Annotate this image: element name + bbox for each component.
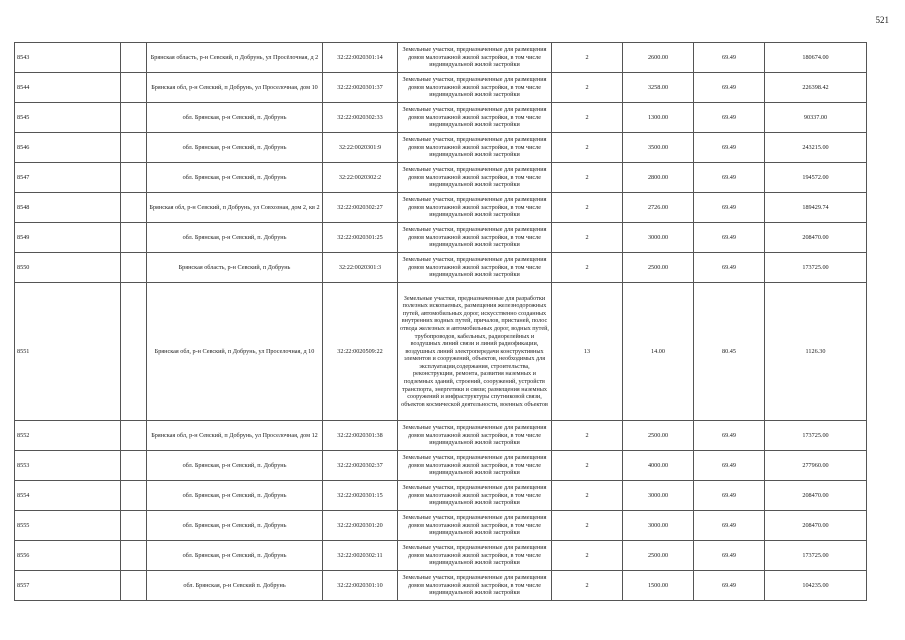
address-cell: обл. Брянская, р-н Севский, п. Добрунь	[147, 511, 323, 541]
address-cell: обл. Брянская, р-н Севский, п. Добрунь	[147, 223, 323, 253]
spacer-cell	[121, 163, 147, 193]
table-body	[15, 43, 867, 601]
rate-cell: 69.49	[694, 451, 765, 481]
cadastral-number-cell: 32:22:0020301:10	[323, 571, 398, 601]
address-cell: Брянская обл, р-н Севский, п Добрунь, ул Проселочная, дом 10	[147, 73, 323, 103]
address-cell: Брянская обл, р-н Севский, п Добрунь, ул Проселочная, д 10	[147, 283, 323, 421]
rate-cell: 69.49	[694, 421, 765, 451]
cadastral-value-cell: 173725.00	[765, 253, 867, 283]
address-cell: обл. Брянская, р-н Севский, п. Добрунь	[147, 541, 323, 571]
land-use-cell: Земельные участки, предназначенные для размещения домов малоэтажной жилой застройки, в том числе индивидуальной жилой застройки	[398, 133, 552, 163]
table-row	[15, 43, 867, 73]
table-row	[15, 541, 867, 571]
cadastral-number-cell: 32:22:0020301:38	[323, 421, 398, 451]
address-cell: Брянская обл, р-н Севский, п Добрунь, ул Совхозная, дом 2, кв 2	[147, 193, 323, 223]
table-row	[15, 253, 867, 283]
cadastral-value-cell: 277960.00	[765, 451, 867, 481]
land-registry-table	[14, 42, 867, 601]
table-row	[15, 193, 867, 223]
cadastral-number-cell: 32:22:0020301:14	[323, 43, 398, 73]
cadastral-value-cell: 243215.00	[765, 133, 867, 163]
land-use-cell: Земельные участки, предназначенные для размещения домов малоэтажной жилой застройки, в том числе индивидуальной жилой застройки	[398, 481, 552, 511]
cadastral-value-cell: 208470.00	[765, 511, 867, 541]
address-cell: обл. Брянская, р-н Севский, п. Добрунь	[147, 451, 323, 481]
cadastral-number-cell: 32:22:0020302:11	[323, 541, 398, 571]
row-number-cell: 8550	[15, 253, 121, 283]
table-row	[15, 223, 867, 253]
spacer-cell	[121, 223, 147, 253]
area-cell: 1300.00	[623, 103, 694, 133]
rate-cell: 69.49	[694, 73, 765, 103]
land-use-cell: Земельные участки, предназначенные для размещения домов малоэтажной жилой застройки, в том числе индивидуальной жилой застройки	[398, 511, 552, 541]
address-cell: обл. Брянская, р-н Севский, п. Добрунь	[147, 481, 323, 511]
cadastral-number-cell: 32:22:0020301:37	[323, 73, 398, 103]
table-row	[15, 283, 867, 421]
table-row	[15, 511, 867, 541]
spacer-cell	[121, 43, 147, 73]
land-use-cell: Земельные участки, предназначенные для размещения домов малоэтажной жилой застройки, в том числе индивидуальной жилой застройки	[398, 223, 552, 253]
cadastral-number-cell: 32:22:0020301:9	[323, 133, 398, 163]
row-number-cell: 8549	[15, 223, 121, 253]
category-cell: 2	[552, 571, 623, 601]
land-use-cell: Земельные участки, предназначенные для размещения домов малоэтажной жилой застройки, в том числе индивидуальной жилой застройки	[398, 193, 552, 223]
spacer-cell	[121, 451, 147, 481]
category-cell: 13	[552, 283, 623, 421]
area-cell: 1500.00	[623, 571, 694, 601]
row-number-cell: 8548	[15, 193, 121, 223]
area-cell: 2600.00	[623, 43, 694, 73]
spacer-cell	[121, 103, 147, 133]
category-cell: 2	[552, 103, 623, 133]
land-use-cell: Земельные участки, предназначенные для размещения домов малоэтажной жилой застройки, в том числе индивидуальной жилой застройки	[398, 163, 552, 193]
land-use-cell: Земельные участки, предназначенные для размещения домов малоэтажной жилой застройки, в том числе индивидуальной жилой застройки	[398, 253, 552, 283]
rate-cell: 69.49	[694, 223, 765, 253]
cadastral-value-cell: 189429.74	[765, 193, 867, 223]
rate-cell: 69.49	[694, 481, 765, 511]
category-cell: 2	[552, 451, 623, 481]
land-use-cell: Земельные участки, предназначенные для размещения домов малоэтажной жилой застройки, в том числе индивидуальной жилой застройки	[398, 43, 552, 73]
area-cell: 14.00	[623, 283, 694, 421]
cadastral-value-cell: 208470.00	[765, 223, 867, 253]
area-cell: 2800.00	[623, 163, 694, 193]
category-cell: 2	[552, 193, 623, 223]
address-cell: Брянская область, р-н Севский, п Добрунь	[147, 253, 323, 283]
cadastral-number-cell: 32:22:0020302:27	[323, 193, 398, 223]
land-use-cell: Земельные участки, предназначенные для размещения домов малоэтажной жилой застройки, в том числе индивидуальной жилой застройки	[398, 103, 552, 133]
spacer-cell	[121, 73, 147, 103]
rate-cell: 69.49	[694, 163, 765, 193]
land-use-cell: Земельные участки, предназначенные для размещения домов малоэтажной жилой застройки, в том числе индивидуальной жилой застройки	[398, 421, 552, 451]
spacer-cell	[121, 511, 147, 541]
row-number-cell: 8545	[15, 103, 121, 133]
table-row	[15, 103, 867, 133]
rate-cell: 69.49	[694, 133, 765, 163]
table-row	[15, 421, 867, 451]
table-row	[15, 571, 867, 601]
page-number: 521	[875, 15, 889, 25]
address-cell: Брянская обл, р-н Севский, п Добрунь, ул Проселочная, дом 12	[147, 421, 323, 451]
area-cell: 2726.00	[623, 193, 694, 223]
row-number-cell: 8544	[15, 73, 121, 103]
rate-cell: 69.49	[694, 43, 765, 73]
rate-cell: 69.49	[694, 103, 765, 133]
cadastral-value-cell: 90337.00	[765, 103, 867, 133]
cadastral-number-cell: 32:22:0020301:20	[323, 511, 398, 541]
row-number-cell: 8555	[15, 511, 121, 541]
area-cell: 2500.00	[623, 541, 694, 571]
spacer-cell	[121, 193, 147, 223]
rate-cell: 69.49	[694, 253, 765, 283]
category-cell: 2	[552, 163, 623, 193]
address-cell: обл. Брянская, р-н Севский, п. Добрунь	[147, 133, 323, 163]
cadastral-number-cell: 32:22:0020509:22	[323, 283, 398, 421]
land-use-cell: Земельные участки, предназначенные для размещения домов малоэтажной жилой застройки, в том числе индивидуальной жилой застройки	[398, 571, 552, 601]
row-number-cell: 8556	[15, 541, 121, 571]
land-use-cell: Земельные участки, предназначенные для размещения домов малоэтажной жилой застройки, в том числе индивидуальной жилой застройки	[398, 73, 552, 103]
row-number-cell: 8554	[15, 481, 121, 511]
spacer-cell	[121, 421, 147, 451]
table-row	[15, 133, 867, 163]
rate-cell: 69.49	[694, 571, 765, 601]
rate-cell: 80.45	[694, 283, 765, 421]
spacer-cell	[121, 283, 147, 421]
rate-cell: 69.49	[694, 541, 765, 571]
spacer-cell	[121, 253, 147, 283]
row-number-cell: 8552	[15, 421, 121, 451]
category-cell: 2	[552, 43, 623, 73]
spacer-cell	[121, 133, 147, 163]
rate-cell: 69.49	[694, 511, 765, 541]
category-cell: 2	[552, 73, 623, 103]
land-use-cell: Земельные участки, предназначенные для размещения домов малоэтажной жилой застройки, в том числе индивидуальной жилой застройки	[398, 451, 552, 481]
address-cell: обл. Брянская, р-н Севский п. Добрунь	[147, 571, 323, 601]
cadastral-number-cell: 32:22:0020302:2	[323, 163, 398, 193]
table-row	[15, 163, 867, 193]
cadastral-number-cell: 32:22:0020301:15	[323, 481, 398, 511]
spacer-cell	[121, 541, 147, 571]
cadastral-value-cell: 208470.00	[765, 481, 867, 511]
category-cell: 2	[552, 511, 623, 541]
category-cell: 2	[552, 253, 623, 283]
row-number-cell: 8547	[15, 163, 121, 193]
area-cell: 3000.00	[623, 223, 694, 253]
address-cell: обл. Брянская, р-н Севский, п. Добрунь	[147, 163, 323, 193]
category-cell: 2	[552, 133, 623, 163]
land-use-cell: Земельные участки, предназначенные для размещения домов малоэтажной жилой застройки, в том числе индивидуальной жилой застройки	[398, 541, 552, 571]
table-row	[15, 451, 867, 481]
cadastral-value-cell: 104235.00	[765, 571, 867, 601]
area-cell: 3500.00	[623, 133, 694, 163]
area-cell: 2500.00	[623, 253, 694, 283]
cadastral-number-cell: 32:22:0020301:25	[323, 223, 398, 253]
row-number-cell: 8557	[15, 571, 121, 601]
category-cell: 2	[552, 541, 623, 571]
area-cell: 3000.00	[623, 511, 694, 541]
spacer-cell	[121, 481, 147, 511]
area-cell: 4000.00	[623, 451, 694, 481]
area-cell: 3258.00	[623, 73, 694, 103]
address-cell: обл. Брянская, р-н Севский, п. Добрунь	[147, 103, 323, 133]
cadastral-value-cell: 1126.30	[765, 283, 867, 421]
category-cell: 2	[552, 481, 623, 511]
category-cell: 2	[552, 421, 623, 451]
row-number-cell: 8553	[15, 451, 121, 481]
table-row	[15, 481, 867, 511]
cadastral-value-cell: 194572.00	[765, 163, 867, 193]
cadastral-value-cell: 180674.00	[765, 43, 867, 73]
category-cell: 2	[552, 223, 623, 253]
cadastral-number-cell: 32:22:0020302:37	[323, 451, 398, 481]
cadastral-number-cell: 32:22:0020302:33	[323, 103, 398, 133]
cadastral-value-cell: 173725.00	[765, 421, 867, 451]
row-number-cell: 8543	[15, 43, 121, 73]
address-cell: Брянская область, р-н Севский, п Добрунь, ул Просёлочная, д 2	[147, 43, 323, 73]
cadastral-value-cell: 226398.42	[765, 73, 867, 103]
cadastral-value-cell: 173725.00	[765, 541, 867, 571]
cadastral-number-cell: 32:22:0020301:3	[323, 253, 398, 283]
area-cell: 3000.00	[623, 481, 694, 511]
table-row	[15, 73, 867, 103]
rate-cell: 69.49	[694, 193, 765, 223]
spacer-cell	[121, 571, 147, 601]
row-number-cell: 8551	[15, 283, 121, 421]
area-cell: 2500.00	[623, 421, 694, 451]
land-use-cell: Земельные участки, предназначенные для разработки полезных ископаемых, размещения железнодорожных путей, автомобильных дорог, искусственно созданных внутренних водных путей, причалов, пристаней, полос отвода железных и автомобильных дорог, водных путей, трубопроводов, кабельных, радиорелейных и воздушных линий связи и линий радиофикации, воздушных линий электропередачи конструктивных элементов и сооружений, объектов, необходимых для эксплуатации,содержания, строительства, реконструкции, ремонта, развития наземных и подземных зданий, строений, сооружений, устройств транспорта, энергетики и связи; размещения наземных сооружений и инфраструктуры спутниковой связи, объектов космической деятельности, военных объектов	[398, 283, 552, 421]
row-number-cell: 8546	[15, 133, 121, 163]
